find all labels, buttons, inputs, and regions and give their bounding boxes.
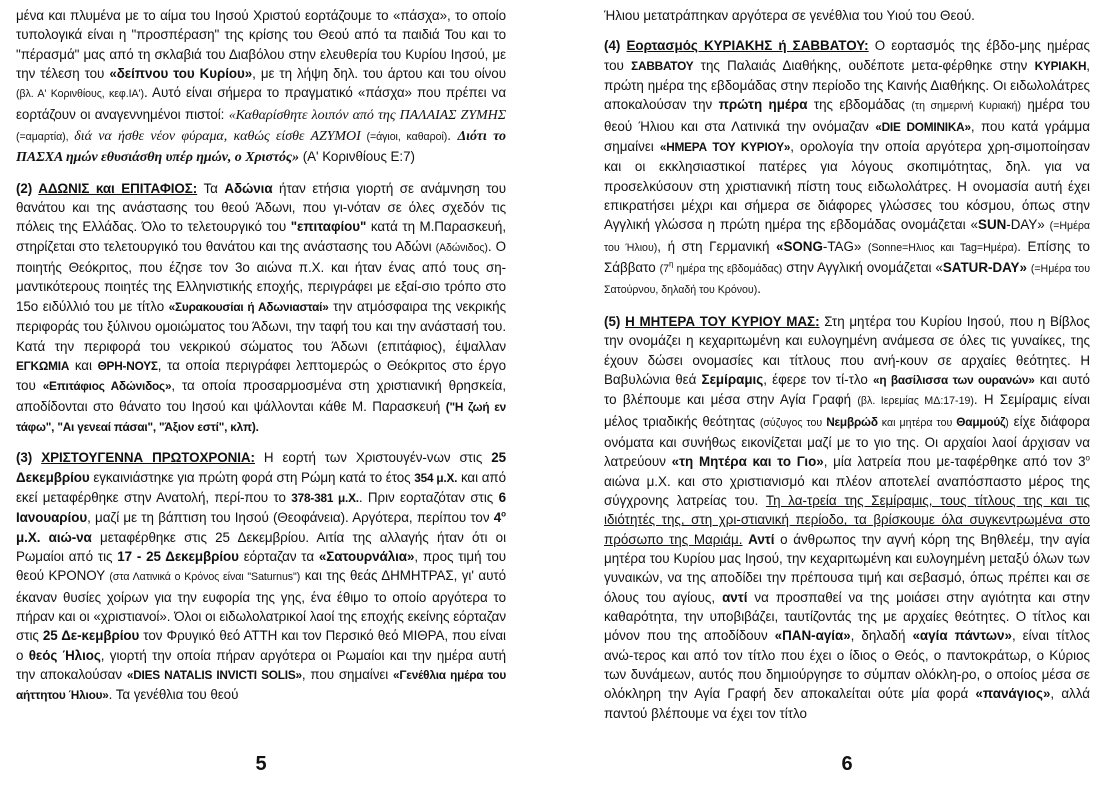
section-heading: Εορτασμός ΚΥΡΙΑΚΗΣ ή ΣΑΒΒΑΤΟΥ: bbox=[626, 38, 869, 54]
section-sunday: (4) Εορτασμός ΚΥΡΙΑΚΗΣ ή ΣΑΒΒΑΤΟΥ: Ο εορτασμός της έβδο-μης ημέρας του ΣΑΒΒΑΤΟΥ της Παλαιάς Διαθήκης, ουδέποτε μετα-φέρθηκε στην ΚΥΡΙΑΚΗ, πρώτη ημέρα της εβδομάδας στην περίοδο της Καινής Διαθήκης. Οι ειδωλολάτρες αποκαλούσαν την πρώτη ημέρα της εβδομάδας (τη σημερινή Κυριακή) ημέρα του θεού Ήλιου και στα Λατινικά την ονόμαζαν «DIE DOMINIKA», που κατά γράμμα σημαίνει «ΗΜΕΡΑ ΤΟΥ ΚΥΡΙΟΥ», ορολογία την οποία αργότερα χρη-σιμοποίησαν και οι εκκλησιαστικοί πατέρες για λόγους σκοπιμότητας, δηλ. για να προσελκύσουν στη χριστιανική πίστη τους ειδωλολάτρες. Η ονομασία αυτή έχει επικρατήσει μέχρι και σήμερα σε διάφορες γλώσσες του κόσμου, όπως στην Αγγλική γλώσσα η πρώτη ημέρα της εβδομάδας ονομάζεται «SUN-DAY» (=Ημέρα του Ήλιου), ή στη Γερμανική «SONG-TAG» (Sonne=Ηλιος και Tag=Ημέρα). Επίσης το Σάββατο ($7^\eta$ ημέρα της εβδομάδας) στην Αγγλική ονομάζεται «SATUR-DAY» (=Ημέρα του Σατούρνου, δηλαδή του Κρόνου). bbox=[604, 38, 1090, 297]
right-text-column bbox=[604, 6, 1090, 742]
section-heading: Η ΜΗΤΕΡΑ ΤΟΥ ΚΥΡΙΟΥ ΜΑΣ: bbox=[625, 313, 820, 329]
section-heading: ΧΡΙΣΤΟΥΓΕΝΝΑ ΠΡΩΤΟΧΡΟΝΙΑ: bbox=[41, 450, 255, 466]
section-christmas: (3) ΧΡΙΣΤΟΥΓΕΝΝΑ ΠΡΩΤΟΧΡΟΝΙΑ: Η εορτή των Χριστουγέν-νων στις 25 Δεκεμβρίου εγκαινιάστηκε για πρώτη φορά στη Ρώμη κατά το έτος 354 μ.Χ. και από εκεί μεταφέρθηκε στην Ανατολή, περί-που το 378-381 μ.Χ.. Πριν εορταζόταν στις 6 Ιανουαρίου, μαζί με τη βάπτιση του Ιησού (Θεοφάνεια). Αργότερα, περίπου τον $4^o$ μ.Χ. αιώ-να μεταφέρθηκε στις 25 Δεκεμβρίου. Αιτία της αλλαγής ήταν ότι οι Ρωμαίοι από τις 17 - 25 Δεκεμβρίου εόρταζαν τα «Σατουρνάλια», προς τιμή του θεού ΚΡΟΝΟΥ (στα Λατινικά ο Κρόνος είναι "Saturnus") και της θεάς ΔΗΜΗΤΡΑΣ, γι' αυτό έκαναν θυσίες χοίρων για την ευφορία της γης, ένα έθιμο το οποίο αργότερα το πήραν και οι «χριστιανοί». Όλοι οι ειδωλολατρικοί λαοί της εποχής εκείνης εόρταζαν στις 25 Δε-κεμβρίου τον Φρυγικό θεό ΑΤΤΗ και τον Περσικό θεό ΜΙΘΡΑ, που είναι ο θεός Ήλιος, γιορτή την οποία πήραν αργότερα οι Ρωμαίοι και την ημέρα αυτή την αποκαλούσαν «DIES NATALIS INVICTI SOLIS», που σημαίνει «Γενέθλια ημέρα του αήττητου Ήλιου». Τα γενέθλια του θεού bbox=[16, 450, 506, 703]
section-mother: (5) Η ΜΗΤΕΡΑ ΤΟΥ ΚΥΡΙΟΥ ΜΑΣ: Στη μητέρα του Κυρίου Ιησού, που η Βίβλος την ονομάζει η κεχαριτωμένη και ευλογημένη ανάμεσα σε όλες τις γυναίκες, της έχουν δώσει ονομασίες και τίτλους που ανή-κουν σε αρχαίες θεότητες. Η Βαβυλώνια θεά Σεμίραμις, έφερε τον τί-τλο «η βασίλισσα των ουρανών» και αυτό το βλέπουμε και μέσα στην Αγία Γραφή (βλ. Ιερεμίας ΜΔ:17-19). Η Σεμίραμις είναι μέλος τριαδικής θεότητας (σύζυγος του Νεμβρώδ και μητέρα του Θαμμούζ) είχε διάφορα ονόματα και συνήθως εικονίζεται μαζί με το γιο της. Οι αρχαίοι λαοί άρχισαν να λατρεύουν «τη Μητέρα και το Γιο», μία λατρεία που με-ταφέρθηκε από τον $3^o$ αιώνα μ.Χ. και στο χριστιανισμό και πλέον αποτελεί αναπόσπαστο μέρος της σύγχρονης λατρείας του. Τη λα-τρεία της Σεμίραμις, τους τίτλους της και τις ιδιότητές της, στη χρι-στιανική περίοδο, τα βρίσκουμε όλα συγκεντρωμένα στο πρόσωπο της Μαριάμ. Αντί ο άνθρωπος την αγνή κόρη της Βηθλεέμ, την αγία μητέρα του Κυρίου μας Ιησού, την κεχαριτωμένη και ευλογημένη μεταξύ όλων των γυναικών, να της αποδίδει την πρέπουσα τιμή και σεβασμό, όπως πρέπει και σε όλους του αγίους, αντί να προσπαθεί να της μοιάσει στην αγιότητα και στην καθαρότητα, την υποβιβάζει, ταυτίζοντάς της με αρχαίες θεότητες. Ο τίτλος και μόνον που της αποδίδουν «ΠΑΝ-αγία», δηλαδή «αγία πάντων», είναι τίτλος ανώ-τερος και από τον τίτλο που έχει ο ίδιος ο Θεός, ο παντοκράτωρ, ο Κύριος των δυνάμεων, αυτός που δημιούργησε το σύμπαν ολόκλη-ρο, ο οποίος μέσα σε ολόκληρη την Αγία Γραφή δεν αποκαλείται ούτε μία φορά «πανάγιος», αλλά παντού βλέπουμε να έχει τον τίτλο bbox=[604, 313, 1090, 721]
paragraph-intro: Ήλιου μετατράπηκαν αργότερα σε γενέθλια του Υιού του Θεού. bbox=[604, 8, 975, 23]
left-text-column bbox=[16, 6, 506, 742]
section-heading: ΑΔΩΝΙΣ και ΕΠΙΤΑΦΙΟΣ: bbox=[38, 180, 198, 196]
page-left bbox=[16, 6, 506, 776]
page-right bbox=[604, 6, 1090, 776]
page-number: 5 bbox=[255, 753, 267, 775]
paragraph-pascha: μένα και πλυμένα με το αίμα του Ιησού Χριστού εορτάζουμε το «πάσχα», το οποίο τυπολογικά είναι η "προσπέραση" της κρίσης του Θεού από τα παιδιά Του και το "πέρασμά" μας από τη σκλαβιά του Διαβόλου στην ελευθερία του Κυρίου Ιησού, με την τέλεση του «δείπνου του Κυρίου», με τη λήψη δηλ. του άρτου και του οίνου (βλ. Α' Κορινθίους, κεφ.ΙΑ'). Αυτό είναι σήμερα το πραγματικό «πάσχα» που πρέπει να εορτάζουν οι αναγεννημένοι πιστοί: «Καθαρίσθητε λοιπόν από της ΠΑΛΑΙΑΣ ΖΥΜΗΣ (=αμαρτία), διά να ήσθε νέον φύραμα, καθώς είσθε ΑΖΥΜΟΙ (=άγιοι, καθαροί). Διότι το ΠΑΣΧΑ ημών εθυσιάσθη υπέρ ημών, ο Χριστός» (Α' Κορινθίους Ε:7) bbox=[16, 8, 506, 166]
page-number: 6 bbox=[841, 753, 853, 775]
section-adonis: (2) ΑΔΩΝΙΣ και ΕΠΙΤΑΦΙΟΣ: Τα Αδώνια ήταν ετήσια γιορτή σε ανάμνηση του θανάτου και της ανάστασης του θεού Άδωνι, που γι-νόταν σε όλες σχεδόν τις πόλεις της Ελλάδας. Όλο το τελετουργικό του "επιταφίου" κατά τη Μ.Παρασκευή, στηρίζεται στο τελετουργικό του θανάτου και της ανάστασης του Αδώνι (Αδώνιδος). Ο ποιητής Θεόκριτος, που έζησε τον 3ο αιώνα π.Χ. και ήταν ένας από τους ση-μαντικότερους ποιητές της Ελληνιστικής εποχής, περιγράφει με εξαί-σιο τρόπο στο 15ο ειδύλλιό του με τίτλο «Συρακουσίαι ή Αδωνιασταί» την ατμόσφαιρα της νεκρικής περιφοράς του ξύλινου ομοιώματος του Άδωνι, την ταφή του και την ανάστασή του. Κατά την περιφορά του νεκρικού σώματος του Άδωνι (επιτάφιος), έψαλλαν ΕΓΚΩΜΙΑ και ΘΡΗ-ΝΟΥΣ, τα οποία περιγράφει λεπτομερώς ο Θεόκριτος στο έργο του «Επιτάφιος Αδώνιδος», τα οποία προσαρμοσμένα στη χριστιανική θρησκεία, αποδίδονται στο θάνατο του Ιησού και ψάλλονται κάθε Μ. Παρασκευή ("Η ζωή εν τάφω", "Αι γενεαί πάσαι", "Άξιον εστί", κλπ). bbox=[16, 180, 506, 434]
